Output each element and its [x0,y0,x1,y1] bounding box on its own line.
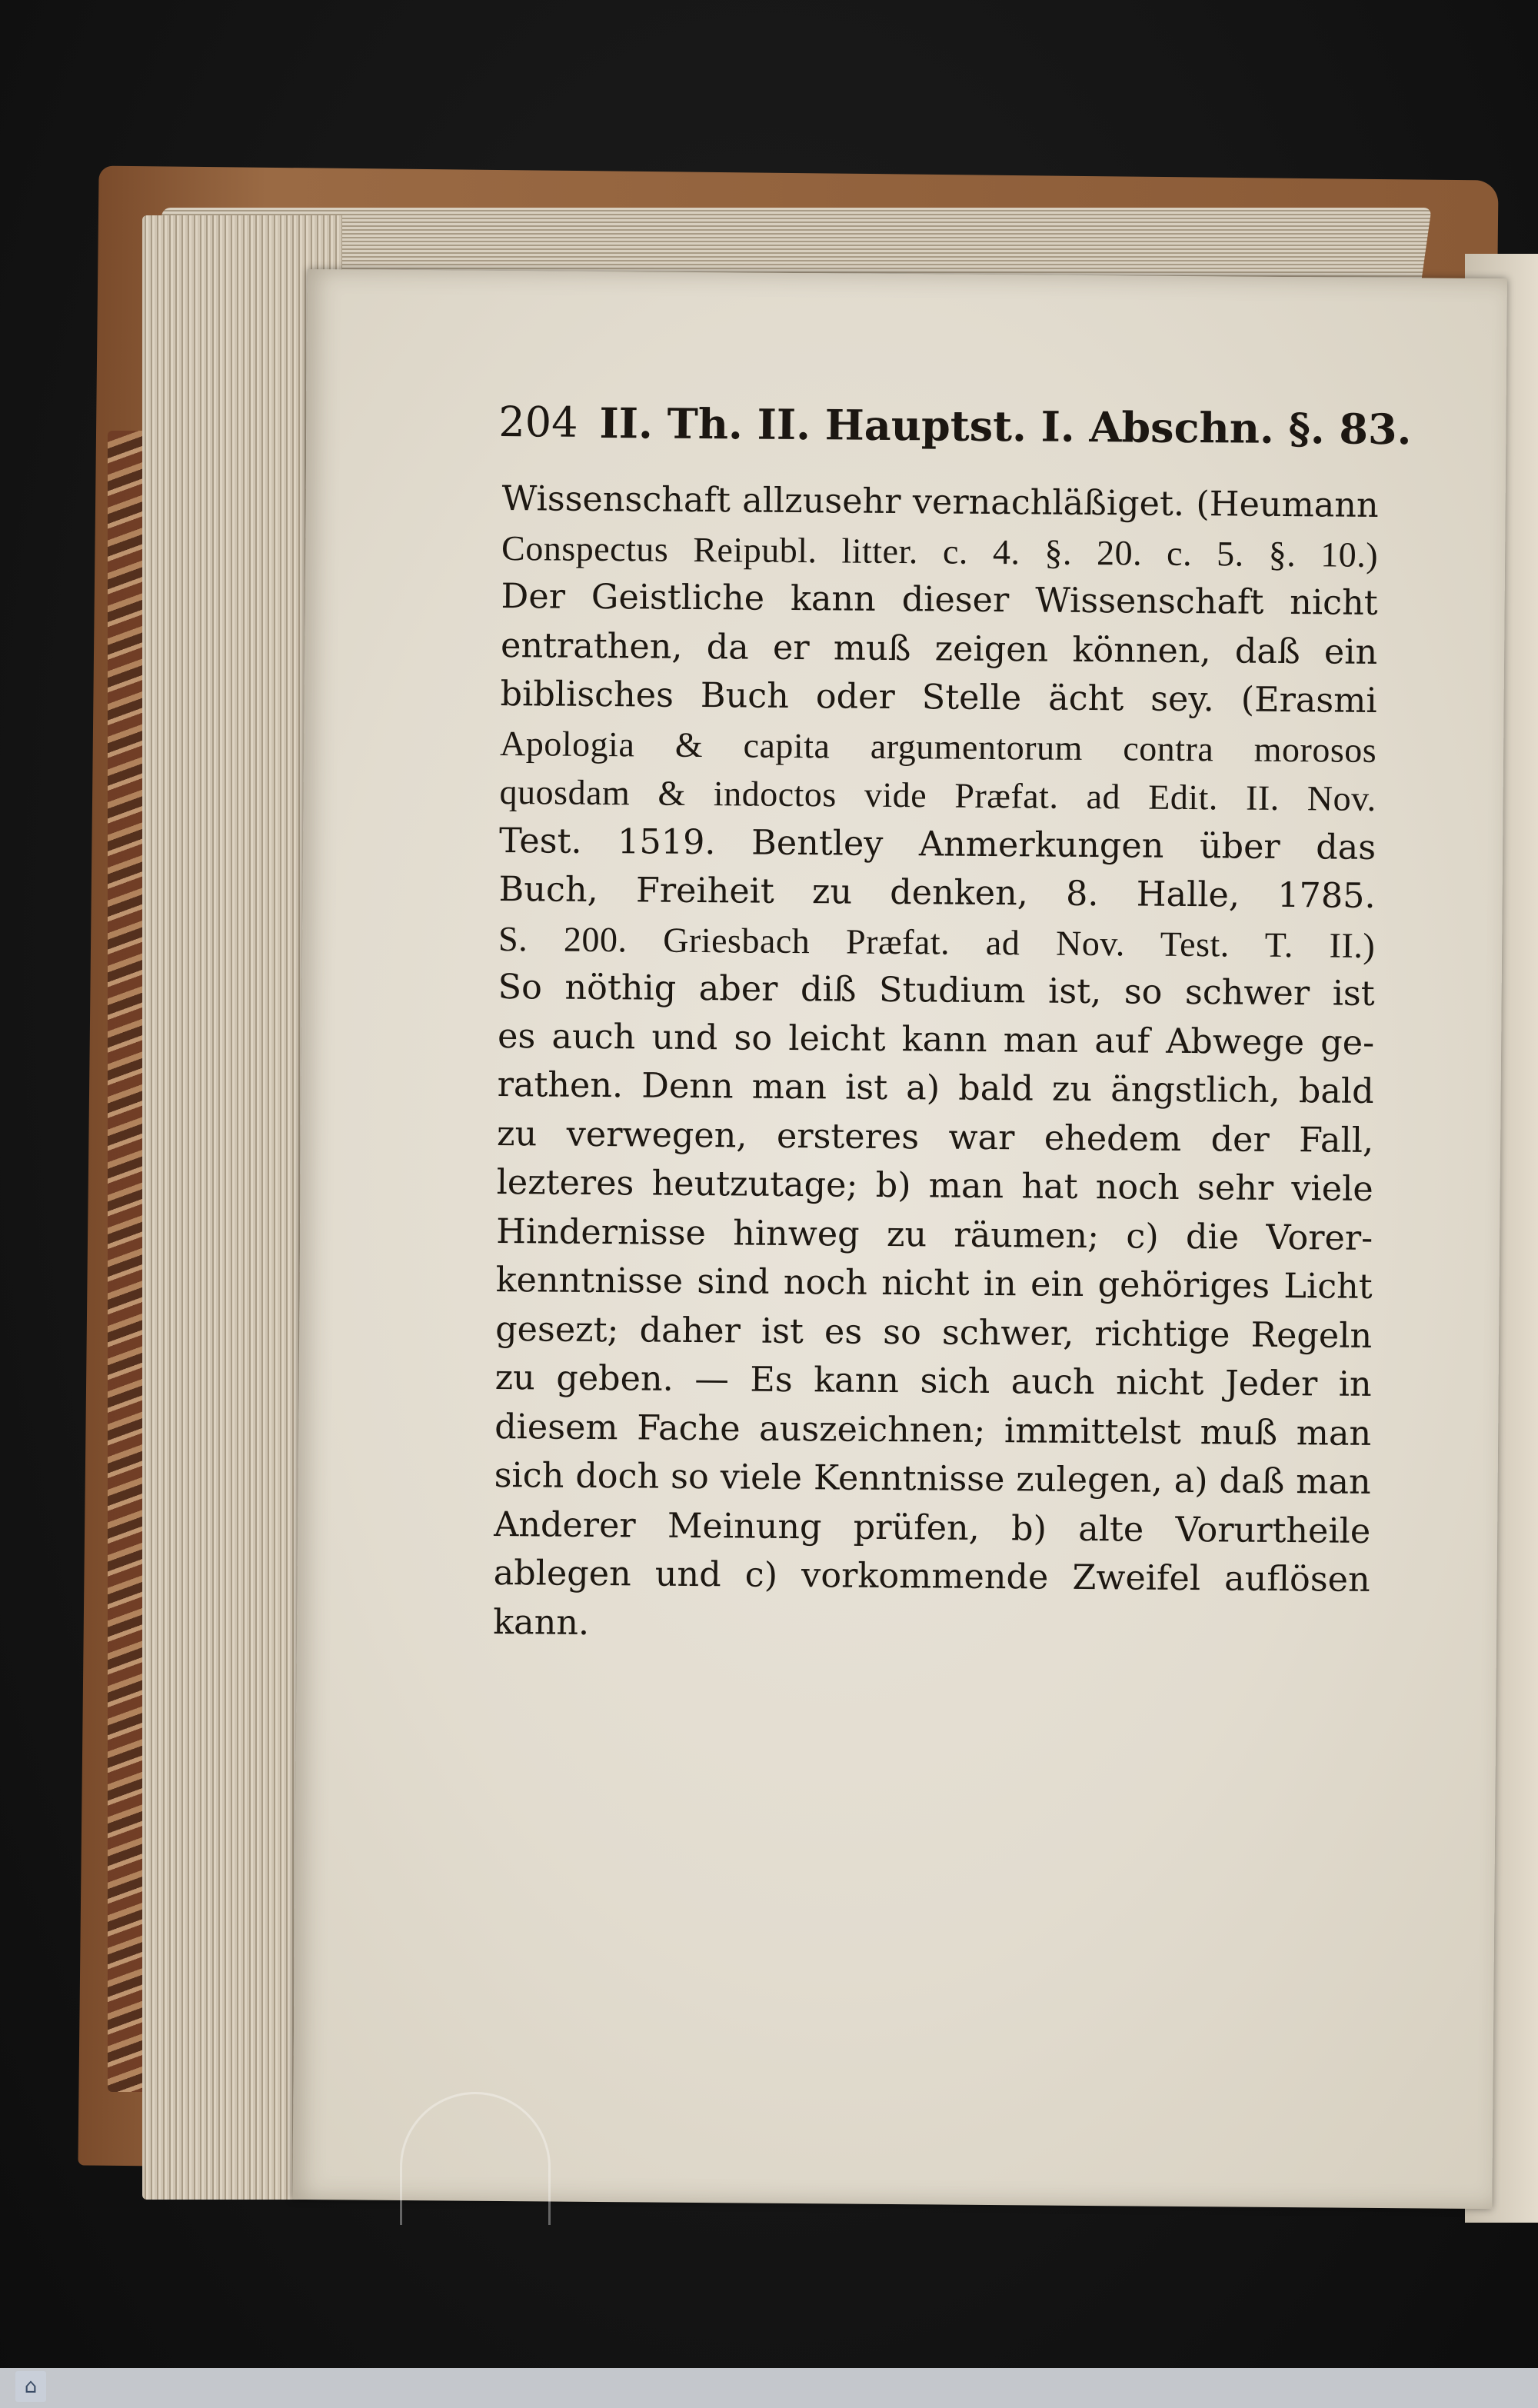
text-line: biblisches Buch oder Stelle ächt sey. (Erasmi [500,674,1377,721]
page-body-text [493,475,1379,1654]
text-line: Test. 1519. Bentley Anmerkungen über das [498,821,1377,868]
text-line: ablegen und c) vorkommende Zweifel auflösen [493,1553,1370,1600]
text-line: Buch, Freiheit zu denken, 8. Halle, 1785. [498,869,1376,916]
text-line: Conspectus Reipubl. litter. c. 4. §. 20. c. 5. §. 10.) [501,528,1379,575]
viewer-bottom-bar [0,2368,1538,2408]
book-page [292,269,1507,2209]
text-line: Hindernisse hinweg zu räumen; c) die Vorer- [495,1211,1373,1258]
page-number: 204 [498,397,578,447]
running-header [498,397,1412,455]
text-line: S. 200. Griesbach Præfat. ad Nov. Test. T. II.) [498,918,1376,965]
text-line: rathen. Denn man ist a) bald zu ängstlich, bald [497,1064,1374,1111]
text-line: es auch und so leicht kann man auf Abwege ge- [497,1016,1375,1063]
text-line: quosdam & indoctos vide Præfat. ad Edit. II. Nov. [499,771,1377,818]
text-line: zu geben. — Es kann sich auch nicht Jeder in [494,1357,1372,1404]
text-line: kann. [492,1602,590,1643]
text-line: entrathen, da er muß zeigen können, daß ein [500,625,1378,672]
text-line: lezteres heutzutage; b) man hat noch sehr viele [496,1162,1373,1209]
text-line: Der Geistliche kann dieser Wissenschaft nicht [501,576,1378,623]
running-title: II. Th. II. Hauptst. I. Abschn. §. 83. [599,398,1412,455]
text-line: zu verwegen, ersteres war ehedem der Fall, [496,1114,1374,1161]
text-line: Apologia & capita argumentorum contra morosos [499,723,1377,770]
text-line: sich doch so viele Kenntnisse zulegen, a) daß man [494,1455,1371,1502]
text-line: diesem Fache auszeichnen; immittelst muß man [494,1407,1372,1454]
text-line: kenntnisse sind noch nicht in ein gehöriges Licht [495,1260,1373,1307]
text-line: gesezt; daher ist es so schwer, richtige Regeln [494,1309,1373,1356]
text-line: So nöthig aber diß Studium ist, so schwer ist [498,967,1375,1014]
text-line: Anderer Meinung prüfen, b) alte Vorurtheile [493,1504,1371,1551]
text-line: Wissenschaft allzusehr vernachläßiget. (Heumann [501,478,1379,525]
library-logo-icon: ⌂ [15,2371,46,2402]
